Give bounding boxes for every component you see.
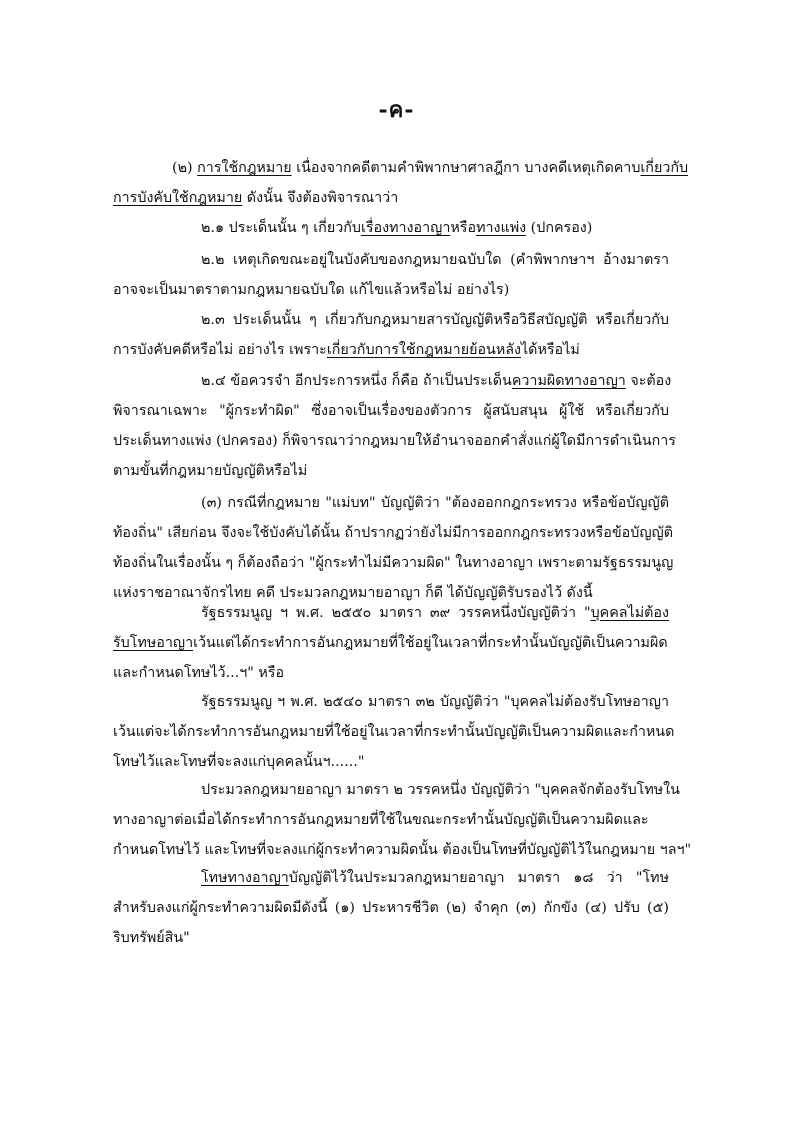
underlined-term: เรื่องทางอาญา <box>360 220 451 236</box>
text-segment: ทางอาญาต่อเมื่อได้กระทำการอันกฎหมายที่ใช้ในขณะกระทำนั้นบัญญัติเป็นความผิดและ <box>113 812 649 828</box>
text-line <box>113 431 676 451</box>
text-segment: (ปกครอง) <box>526 220 593 236</box>
text-line <box>113 280 669 300</box>
text-line <box>113 523 673 543</box>
underlined-term: โทษทางอาญา <box>201 870 289 886</box>
text-segment: (๒) <box>172 160 198 176</box>
text-line <box>201 780 680 800</box>
text-segment: พิจารณาเฉพาะ "ผู้กระทำผิด" ซึ่งอาจเป็นเรื่องของตัวการ ผู้สนับสนุน ผู้ใช้ หรือเกี่ยวกับ <box>113 403 669 419</box>
text-segment: ริบทรัพย์สิน" <box>113 930 190 946</box>
text-line <box>201 218 669 238</box>
text-line <box>201 371 672 391</box>
text-line <box>113 583 669 603</box>
text-segment: ท้องถิ่น" เสียก่อน จึงจะใช้บังคับได้นั้น ถ้าปรากฏว่ายังไม่มีการออกกฎกระทรวงหรือข้อบัญญัติ <box>113 525 673 541</box>
page-number: -ค- <box>378 97 415 123</box>
text-line <box>201 493 669 513</box>
text-segment: รัฐธรรมนูญ ฯ พ.ศ. ๒๕๕๐ มาตรา ๓๙ วรรคหนึ่งบัญญัติว่า " <box>201 605 591 621</box>
text-line <box>113 752 669 772</box>
text-segment: แห่งราชอาณาจักรไทย คดี ประมวลกฎหมายอาญา ก็ดี ได้บัญญัติรับรองไว้ ดังนี้ <box>113 585 593 601</box>
text-segment: การบังคับคดีหรือไม่ อย่างไร เพราะ <box>113 342 327 358</box>
text-segment: หรือ <box>450 220 477 236</box>
text-line <box>113 663 669 683</box>
text-line <box>113 461 669 481</box>
text-segment: เว้นแต่จะได้กระทำการอันกฎหมายที่ใช้อยู่ในเวลาที่กระทำนั้นบัญญัติเป็นความผิดและกำหนด <box>113 724 675 740</box>
text-segment: เว้นแต่ได้กระทำการอันกฎหมายที่ใช้อยู่ในเวลาที่กระทำนั้นบัญญัติเป็นความผิด <box>193 635 668 651</box>
text-line <box>113 340 669 360</box>
text-line <box>172 158 689 178</box>
text-line <box>113 553 674 573</box>
text-segment: ดังนั้น จึงต้องพิจารณาว่า <box>242 190 399 206</box>
text-segment: สำหรับลงแก่ผู้กระทำความผิดมีดังนี้ (๑) ประหารชีวิต (๒) จำคุก (๓) กักขัง (๔) ปรับ (๕) <box>113 900 669 916</box>
text-line <box>201 692 669 712</box>
underlined-term: การบังคับใช้กฎหมาย <box>113 190 243 206</box>
text-segment: ตามขั้นที่กฎหมายบัญญัติหรือไม่ <box>113 463 308 479</box>
text-line <box>201 868 669 888</box>
text-segment: และกำหนดโทษไว้...ฯ" หรือ <box>113 665 285 681</box>
text-line <box>113 722 675 742</box>
underlined-term: บุคคลไม่ต้อง <box>590 605 669 621</box>
text-segment: ประเด็นทางแพ่ง (ปกครอง) ก็พิจารณาว่ากฎหมายให้อำนาจออกคำสั่งแก่ผู้ใดมีการดำเนินการ <box>113 433 676 449</box>
underlined-term: เกี่ยวกับ <box>640 160 689 176</box>
text-segment: ๒.๑ ประเด็นนั้น ๆ เกี่ยวกับ <box>201 220 361 236</box>
text-segment: ๒.๓ ประเด็นนั้น ๆ เกี่ยวกับกฎหมายสารบัญญัติหรือวิธีสบัญญัติ หรือเกี่ยวกับ <box>201 312 669 328</box>
text-line <box>113 188 669 208</box>
text-line <box>113 633 669 653</box>
text-line <box>113 810 669 830</box>
text-line <box>201 310 669 330</box>
underlined-term: รับโทษอาญา <box>113 635 194 651</box>
underlined-term: เกี่ยวกับการใช้กฎหมายย้อนหลัง <box>326 342 521 358</box>
text-segment: ประมวลกฎหมายอาญา มาตรา ๒ วรรคหนึ่ง บัญญัติว่า "บุคคลจักต้องรับโทษใน <box>201 782 680 798</box>
text-segment: บัญญัติไว้ในประมวลกฎหมายอาญา มาตรา ๑๘ ว่า "โทษ <box>288 870 669 886</box>
text-line <box>113 840 692 860</box>
underlined-term: ความผิดทางอาญา <box>511 373 626 389</box>
text-line <box>201 250 669 270</box>
text-line <box>113 401 669 421</box>
text-segment: ได้หรือไม่ <box>520 342 580 358</box>
text-segment: ท้องถิ่นในเรื่องนั้น ๆ ก็ต้องถือว่า "ผู้กระทำไม่มีความผิด" ในทางอาญา เพราะตามรัฐธรรมนูญ <box>113 555 674 571</box>
text-segment: อาจจะเป็นมาตราตามกฎหมายฉบับใด แก้ไขแล้วหรือไม่ อย่างไร) <box>113 282 510 298</box>
text-segment: (๓) กรณีที่กฎหมาย "แม่บท" บัญญัติว่า "ต้องออกกฎกระทรวง หรือข้อบัญญัติ <box>201 495 669 511</box>
text-line <box>113 898 669 918</box>
underlined-term: การใช้กฎหมาย <box>197 160 292 176</box>
text-segment: จะต้อง <box>625 373 672 389</box>
text-segment: กำหนดโทษไว้ และโทษที่จะลงแก่ผู้กระทำความผิดนั้น ต้องเป็นโทษที่บัญญัติไว้ในกฎหมาย ฯลฯ" <box>113 842 692 858</box>
text-line <box>201 603 669 623</box>
text-segment: รัฐธรรมนูญ ฯ พ.ศ. ๒๕๔๐ มาตรา ๓๒ บัญญัติว่า "บุคคลไม่ต้องรับโทษอาญา <box>201 694 669 710</box>
text-line <box>113 928 669 948</box>
text-segment: โทษไว้และโทษที่จะลงแก่บุคคลนั้นฯ......" <box>113 754 365 770</box>
text-segment: เนื่องจากคดีตามคำพิพากษาศาลฎีกา บางคดีเหตุเกิดคาบ <box>291 160 641 176</box>
text-segment: ๒.๔ ข้อควรจำ อีกประการหนึ่ง ก็คือ ถ้าเป็นประเด็น <box>201 373 512 389</box>
underlined-term: ทางแพ่ง <box>476 220 527 236</box>
text-segment: ๒.๒ เหตุเกิดขณะอยู่ในบังคับของกฎหมายฉบับใด (คำพิพากษาฯ อ้างมาตรา <box>201 252 669 268</box>
